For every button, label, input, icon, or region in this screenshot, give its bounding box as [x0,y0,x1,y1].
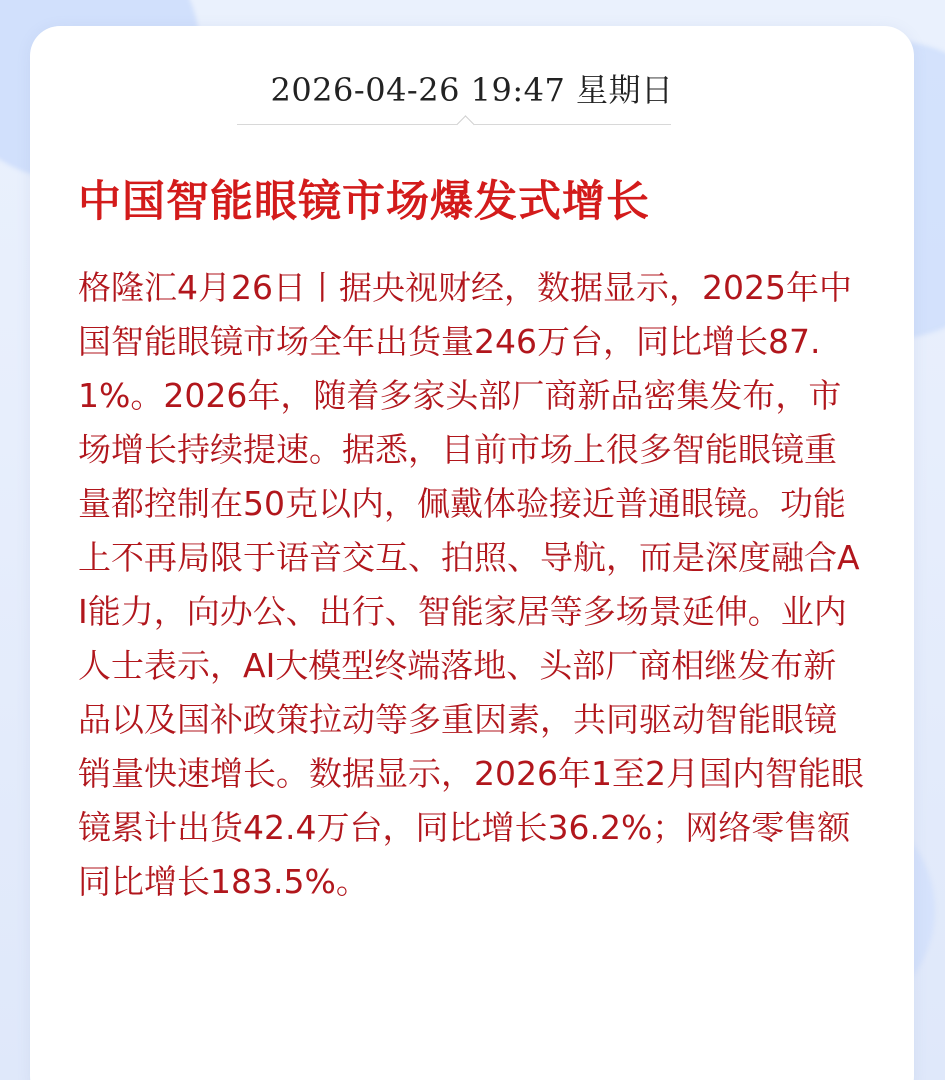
news-card [30,26,914,1080]
headline: 中国智能眼镜市场爆发式增长 [78,177,650,227]
divider-notch [456,115,474,133]
divider [237,124,671,125]
post-datetime: 2026-04-26 19:47 星期日 [270,71,674,109]
article-body: 格隆汇4月26日丨据央视财经，数据显示，2025年中国智能眼镜市场全年出货量246万台，同比增长87.1%。2026年，随着多家头部厂商新品密集发布，市场增长持续提速。据悉，目前市场上很多智能眼镜重量都控制在50克以内，佩戴体验接近普通眼镜。功能上不再局限于语音交互、拍照、导航，而是深度融合AI能力，向办公、出行、智能家居等多场景延伸。业内人士表示，AI大模型终端落地、头部厂商相继发布新品以及国补政策拉动等多重因素，共同驱动智能眼镜销量快速增长。数据显示，2026年1至2月国内智能眼镜累计出货42.4万台，同比增长36.2%；网络零售额同比增长183.5%。 [78,268,864,901]
